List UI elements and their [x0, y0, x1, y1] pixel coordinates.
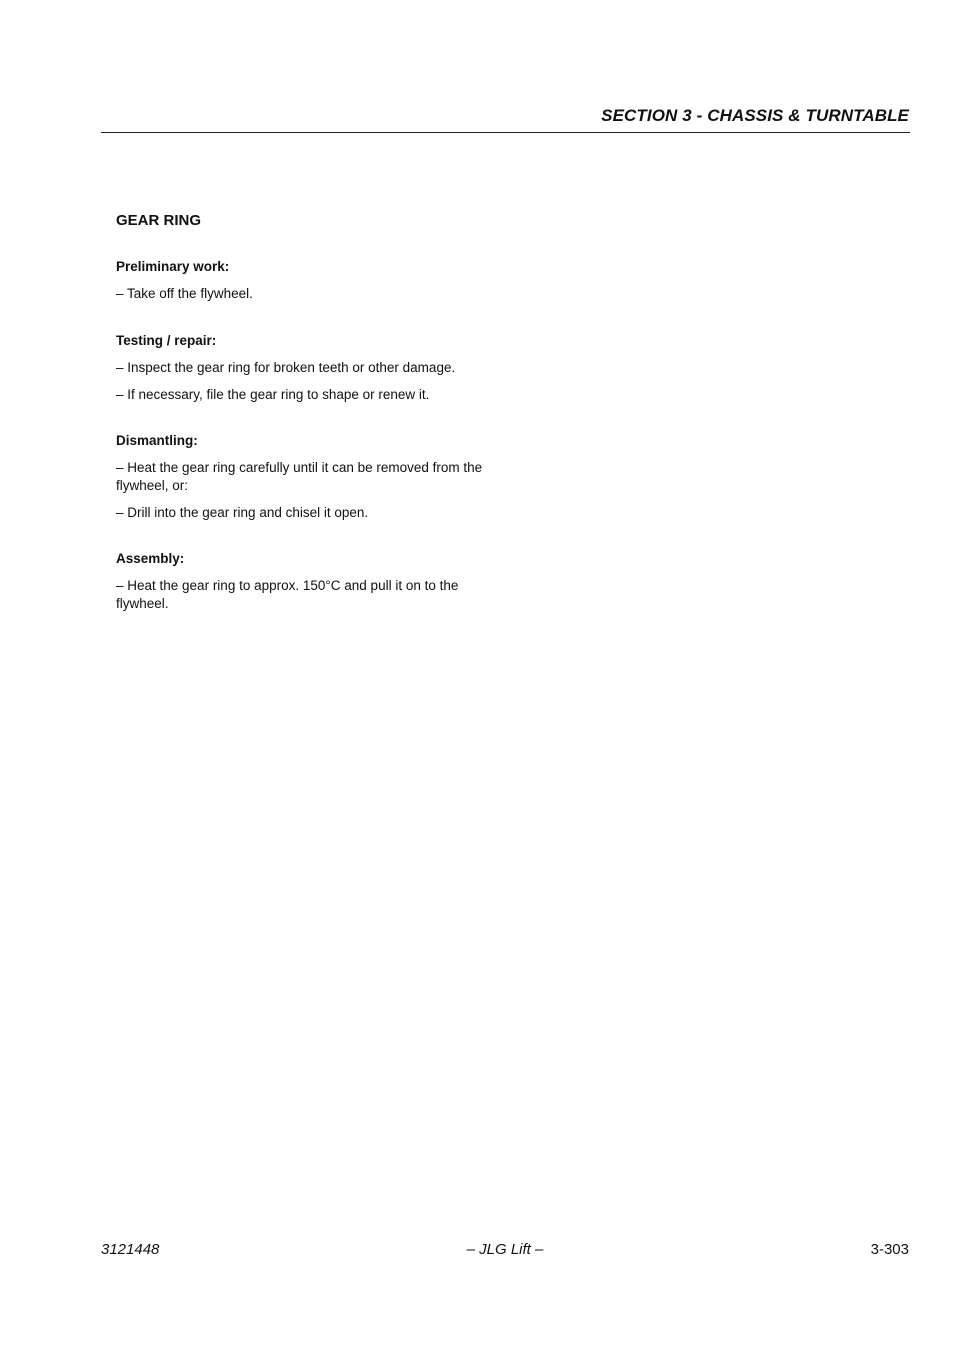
footer-page-number: 3-303 — [870, 1241, 909, 1258]
instruction-paragraph: – If necessary, file the gear ring to shape or renew it. — [116, 386, 430, 402]
subheading-preliminary-work: Preliminary work: — [116, 259, 230, 274]
subheading-assembly: Assembly: — [116, 551, 185, 566]
subheading-dismantling: Dismantling: — [116, 433, 198, 448]
instruction-paragraph: – Inspect the gear ring for broken teeth or other damage. — [116, 359, 456, 375]
instruction-paragraph: – Heat the gear ring to approx. 150°C and pull it on to the flywheel. — [116, 578, 459, 611]
footer-publisher: – JLG Lift – — [466, 1241, 544, 1258]
instruction-paragraph: – Drill into the gear ring and chisel it open. — [116, 504, 369, 520]
section-title: SECTION 3 - CHASSIS & TURNTABLE — [601, 106, 909, 125]
assembly-block — [116, 550, 496, 612]
main-content — [116, 212, 496, 641]
instruction-paragraph: – Take off the flywheel. — [116, 286, 253, 301]
instruction-paragraph: – Heat the gear ring carefully until it can be removed from the flywheel, or: — [116, 460, 483, 493]
preliminary-work-block — [116, 258, 496, 303]
header-divider — [101, 132, 910, 133]
page-heading: GEAR RING — [116, 212, 202, 229]
footer-doc-number: 3121448 — [101, 1241, 160, 1258]
subheading-testing-repair: Testing / repair: — [116, 332, 217, 348]
testing-repair-block — [116, 332, 496, 404]
dismantling-block — [116, 432, 496, 521]
